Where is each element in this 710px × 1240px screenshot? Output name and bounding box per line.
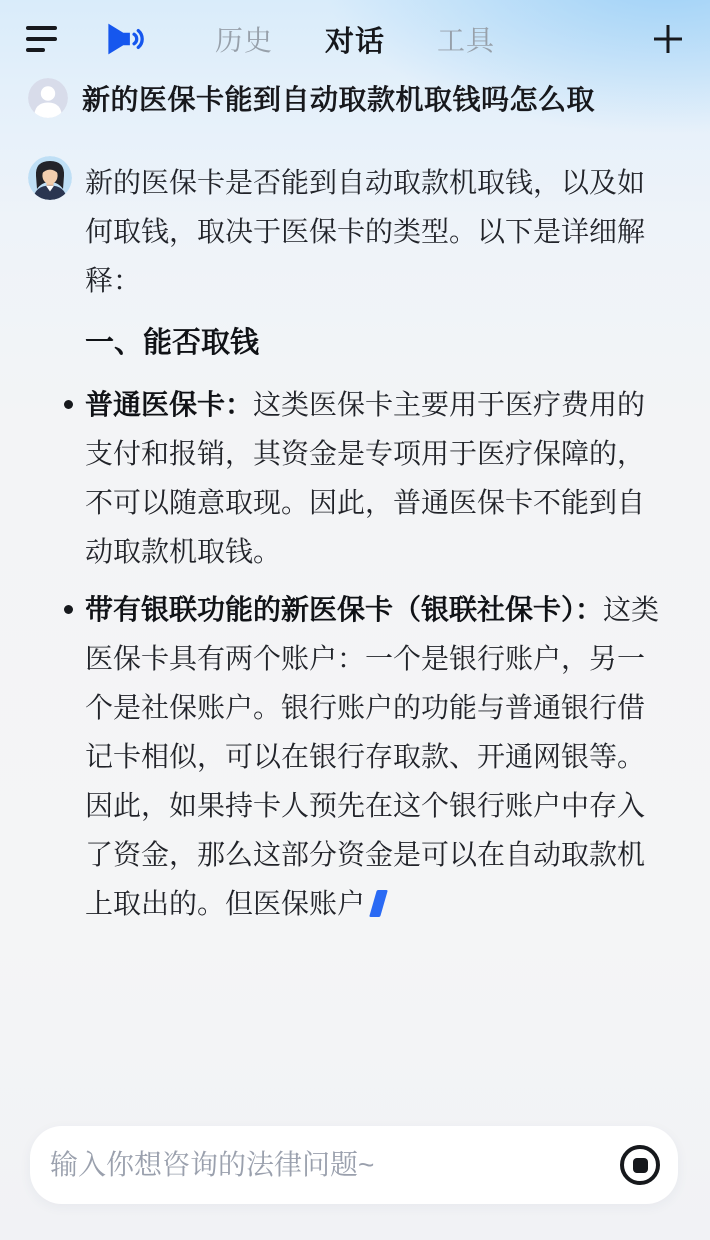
stop-generating-button[interactable] xyxy=(620,1145,660,1185)
assistant-message-row xyxy=(28,156,682,937)
streaming-cursor xyxy=(369,890,388,917)
stop-icon xyxy=(633,1158,648,1173)
user-avatar xyxy=(28,78,68,118)
section-heading: 一、能否取钱 xyxy=(85,327,260,359)
plus-icon xyxy=(650,21,686,57)
bullet-lead: 普通医保卡： xyxy=(85,389,254,420)
assistant-avatar xyxy=(28,156,72,200)
question-input[interactable] xyxy=(50,1149,620,1181)
tab-tools[interactable]: 工具 xyxy=(437,19,495,59)
bullet-item xyxy=(85,585,665,928)
composer-bar xyxy=(30,1126,678,1204)
top-bar xyxy=(0,0,710,78)
new-chat-button[interactable] xyxy=(648,19,688,59)
speaker-button[interactable] xyxy=(100,16,150,62)
speaker-icon xyxy=(102,18,148,60)
tab-bar xyxy=(215,0,495,78)
bullet-text: 这类医保卡具有两个账户：一个是银行账户，另一个是社保账户。银行账户的功能与普通银行借记卡相似，可以在银行存取款、开通网银等。因此，如果持卡人预先在这个银行账户中存入了资金，那么这部分资金是可以在自动取款机上取出的。但医保账户 xyxy=(85,594,660,919)
bullet-list xyxy=(85,380,665,928)
user-message-text: 新的医保卡能到自动取款机取钱吗怎么取 xyxy=(82,84,596,115)
bullet-item xyxy=(85,380,665,576)
assistant-avatar-image xyxy=(28,156,72,200)
chat-area xyxy=(0,78,710,937)
assistant-message-text xyxy=(85,156,665,937)
tab-dialogue[interactable]: 对话 xyxy=(325,19,385,60)
user-message-row xyxy=(28,78,682,118)
menu-button[interactable] xyxy=(26,21,62,57)
bullet-text: 这类医保卡主要用于医疗费用的支付和报销，其资金是专项用于医疗保障的，不可以随意取现。因此，普通医保卡不能到自动取款机取钱。 xyxy=(85,389,646,567)
person-silhouette-icon xyxy=(28,78,68,118)
bullet-lead: 带有银联功能的新医保卡（银联社保卡）： xyxy=(85,594,604,625)
hamburger-icon xyxy=(26,26,57,30)
assistant-intro: 新的医保卡是否能到自动取款机取钱，以及如何取钱，取决于医保卡的类型。以下是详细解释： xyxy=(85,167,646,296)
tab-history[interactable]: 历史 xyxy=(215,19,273,59)
